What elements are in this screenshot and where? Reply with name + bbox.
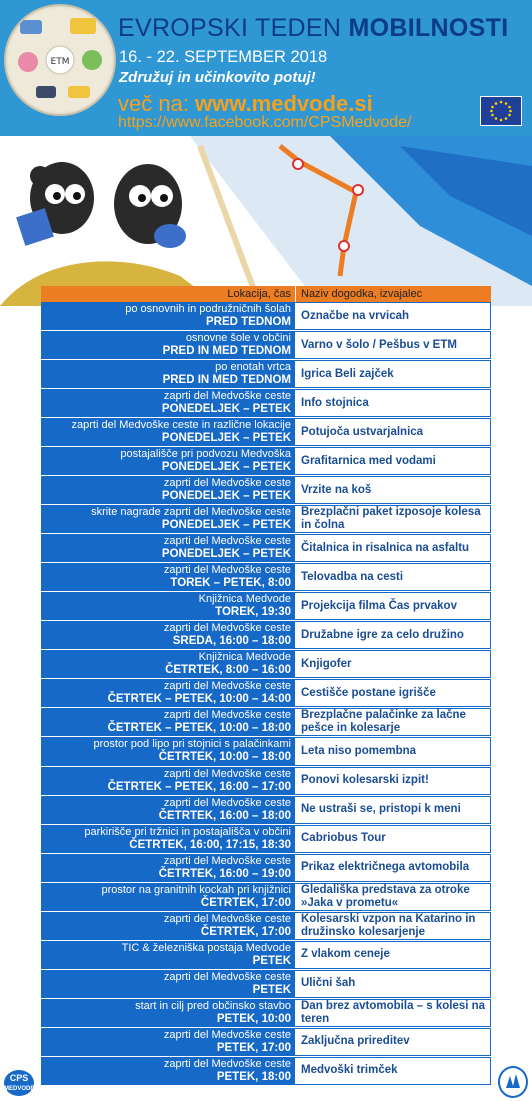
row-place: parkirišče pri tržnici in postajališča v občini xyxy=(84,825,291,838)
row-event-name: Dan brez avtomobila – s kolesi na teren xyxy=(295,999,491,1027)
row-time: TOREK – PETEK, 8:00 xyxy=(170,577,291,590)
row-location-cell xyxy=(41,447,295,475)
row-time: PONEDELJEK – PETEK xyxy=(161,490,291,503)
table-row xyxy=(41,534,491,563)
row-time: PONEDELJEK – PETEK xyxy=(161,519,291,532)
table-row xyxy=(41,447,491,476)
row-time: PONEDELJEK – PETEK xyxy=(161,461,291,474)
row-time: PRED TEDNOM xyxy=(206,316,291,329)
row-place: prostor pod lipo pri stojnici s palačinkami xyxy=(93,738,291,751)
table-row xyxy=(41,679,491,708)
row-event-name: Knjigofer xyxy=(295,650,491,678)
row-event-name: Z vlakom ceneje xyxy=(295,941,491,969)
row-time: PONEDELJEK – PETEK xyxy=(161,403,291,416)
row-location-cell xyxy=(41,970,295,998)
row-place: zaprti del Medvoške ceste in različne lokacije xyxy=(71,419,291,432)
row-place: osnovne šole v občini xyxy=(185,332,291,345)
row-event-name: Telovadba na cesti xyxy=(295,563,491,591)
page-title xyxy=(118,14,508,43)
table-row xyxy=(41,302,491,331)
row-event-name: Info stojnica xyxy=(295,389,491,417)
row-event-name: Družabne igre za celo družino xyxy=(295,621,491,649)
row-location-cell xyxy=(41,505,295,533)
row-event-name: Prikaz električnega avtomobila xyxy=(295,854,491,882)
row-place: zaprti del Medvoške ceste xyxy=(163,477,291,490)
row-time: ČETRTEK, 16:00 – 19:00 xyxy=(158,867,291,880)
row-event-name: Ponovi kolesarski izpit! xyxy=(295,767,491,795)
row-location-cell xyxy=(41,650,295,678)
row-time: PETEK xyxy=(252,983,291,996)
row-location-cell xyxy=(41,854,295,882)
row-event-name: Medvoški trimček xyxy=(295,1057,491,1085)
logo-illustration xyxy=(6,6,114,114)
row-location-cell xyxy=(41,1057,295,1085)
svg-text:ETM: ETM xyxy=(50,57,70,67)
row-location-cell xyxy=(41,621,295,649)
row-event-name: Kolesarski vzpon na Katarino in družinsko kolesarjenje xyxy=(295,912,491,940)
table-row xyxy=(41,970,491,999)
row-location-cell xyxy=(41,302,295,330)
row-time: ČETRTEK, 16:00, 17:15, 18:30 xyxy=(129,838,291,851)
column-header-event: Naziv dogodka, izvajalec xyxy=(295,286,491,302)
table-row xyxy=(41,1057,491,1086)
row-event-name: Brezplačni paket izposoje kolesa in čolna xyxy=(295,505,491,533)
row-location-cell xyxy=(41,1028,295,1056)
row-place: zaprti del Medvoške ceste xyxy=(163,854,291,867)
row-place: zaprti del Medvoške ceste xyxy=(163,796,291,809)
table-row xyxy=(41,592,491,621)
row-location-cell xyxy=(41,360,295,388)
row-event-name: Cabriobus Tour xyxy=(295,825,491,853)
table-row xyxy=(41,505,491,534)
row-time: ČETRTEK – PETEK, 10:00 – 18:00 xyxy=(107,722,291,735)
header-banner xyxy=(0,0,532,136)
row-location-cell xyxy=(41,708,295,736)
map-illustration xyxy=(0,136,532,306)
row-location-cell xyxy=(41,767,295,795)
row-time: ČETRTEK – PETEK, 10:00 – 14:00 xyxy=(107,693,291,706)
row-place: zaprti del Medvoške ceste xyxy=(163,564,291,577)
row-time: ČETRTEK, 17:00 xyxy=(200,896,291,909)
row-event-name: Leta niso pomembna xyxy=(295,737,491,765)
row-location-cell xyxy=(41,679,295,707)
table-row xyxy=(41,883,491,912)
table-header xyxy=(41,286,491,302)
column-header-location: Lokacija, čas xyxy=(227,288,291,300)
row-location-cell xyxy=(41,563,295,591)
partner-logo-icon xyxy=(498,1066,528,1098)
row-place: zaprti del Medvoške ceste xyxy=(163,970,291,983)
row-time: PONEDELJEK – PETEK xyxy=(161,432,291,445)
row-time: PETEK xyxy=(252,954,291,967)
row-event-name: Gledališka predstava za otroke »Jaka v prometu« xyxy=(295,883,491,911)
website-prefix: več na: xyxy=(118,91,196,116)
row-time: ČETRTEK, 8:00 – 16:00 xyxy=(165,664,291,677)
illustration-area xyxy=(0,136,532,306)
row-location-cell xyxy=(41,418,295,446)
row-location-cell xyxy=(41,389,295,417)
row-location-cell xyxy=(41,534,295,562)
schedule-table xyxy=(41,286,491,1086)
row-place: prostor na granitnih kockah pri knjižnici xyxy=(101,883,291,896)
table-row xyxy=(41,912,491,941)
row-event-name: Brezplačne palačinke za lačne pešce in kolesarje xyxy=(295,708,491,736)
row-place: Knjižnica Medvode xyxy=(198,651,291,664)
row-time: PETEK, 17:00 xyxy=(216,1041,291,1054)
title-regular: EVROPSKI TEDEN xyxy=(118,14,349,42)
cps-logo-text: CPS xyxy=(9,1073,29,1083)
row-place: zaprti del Medvoške ceste xyxy=(163,912,291,925)
row-time: ČETRTEK – PETEK, 16:00 – 17:00 xyxy=(107,780,291,793)
table-row xyxy=(41,708,491,737)
row-place: Knjižnica Medvode xyxy=(198,593,291,606)
cps-logo-sub: MEDVODE xyxy=(4,1086,35,1092)
row-time: TOREK, 19:30 xyxy=(215,606,291,619)
row-location-cell xyxy=(41,825,295,853)
row-location-cell xyxy=(41,592,295,620)
row-place: po osnovnih in podružničnih šolah xyxy=(125,303,291,316)
title-bold: MOBILNOSTI xyxy=(348,14,509,42)
row-event-name: Grafitarnica med vodami xyxy=(295,447,491,475)
facebook-link[interactable]: https://www.facebook.com/CPSMedvode/ xyxy=(118,114,412,131)
table-row xyxy=(41,650,491,679)
row-place: zaprti del Medvoške ceste xyxy=(163,1028,291,1041)
row-time: ČETRTEK, 16:00 – 18:00 xyxy=(158,809,291,822)
row-place: zaprti del Medvoške ceste xyxy=(163,680,291,693)
eu-flag-icon xyxy=(480,96,522,126)
row-time: PRED IN MED TEDNOM xyxy=(162,374,291,387)
table-row xyxy=(41,389,491,418)
row-event-name: Ne ustraši se, pristopi k meni xyxy=(295,796,491,824)
table-row xyxy=(41,563,491,592)
row-time: PRED IN MED TEDNOM xyxy=(162,345,291,358)
table-row xyxy=(41,1028,491,1057)
row-location-cell xyxy=(41,912,295,940)
row-event-name: Cestišče postane igrišče xyxy=(295,679,491,707)
table-row xyxy=(41,476,491,505)
row-location-cell xyxy=(41,476,295,504)
row-time: PETEK, 10:00 xyxy=(216,1012,291,1025)
row-time: ČETRTEK, 17:00 xyxy=(200,925,291,938)
row-location-cell xyxy=(41,737,295,765)
row-location-cell xyxy=(41,999,295,1027)
event-dates: 16. - 22. SEPTEMBER 2018 xyxy=(119,48,328,66)
event-logo xyxy=(4,4,116,116)
row-event-name: Varno v šolo / Pešbus v ETM xyxy=(295,331,491,359)
row-place: start in cilj pred občinsko stavbo xyxy=(135,999,291,1012)
row-location-cell xyxy=(41,331,295,359)
row-location-cell xyxy=(41,941,295,969)
table-row xyxy=(41,737,491,766)
table-row xyxy=(41,767,491,796)
row-place: skrite nagrade zaprti del Medvoške ceste xyxy=(91,506,291,519)
row-place: zaprti del Medvoške ceste xyxy=(163,1057,291,1070)
table-row xyxy=(41,825,491,854)
cps-logo xyxy=(4,1070,34,1096)
table-row xyxy=(41,331,491,360)
row-event-name: Ulični šah xyxy=(295,970,491,998)
table-row xyxy=(41,360,491,389)
table-row xyxy=(41,621,491,650)
table-row xyxy=(41,999,491,1028)
row-time: ČETRTEK, 10:00 – 18:00 xyxy=(158,751,291,764)
row-location-cell xyxy=(41,796,295,824)
table-row xyxy=(41,941,491,970)
row-place: zaprti del Medvoške ceste xyxy=(163,535,291,548)
website-link[interactable]: www.medvode.si xyxy=(195,91,373,116)
row-place: po enotah vrtca xyxy=(215,361,291,374)
row-event-name: Označbe na vrvicah xyxy=(295,302,491,330)
row-time: PETEK, 18:00 xyxy=(216,1070,291,1083)
row-event-name: Vrzite na koš xyxy=(295,476,491,504)
row-location-cell xyxy=(41,883,295,911)
table-body xyxy=(41,302,491,1086)
table-row xyxy=(41,796,491,825)
row-event-name: Projekcija filma Čas prvakov xyxy=(295,592,491,620)
row-time: PONEDELJEK – PETEK xyxy=(161,548,291,561)
row-event-name: Čitalnica in risalnica na asfaltu xyxy=(295,534,491,562)
row-place: zaprti del Medvoške ceste xyxy=(163,709,291,722)
table-row xyxy=(41,418,491,447)
table-row xyxy=(41,854,491,883)
row-event-name: Potujoča ustvarjalnica xyxy=(295,418,491,446)
row-place: TIC & železniška postaja Medvode xyxy=(121,941,291,954)
row-place: zaprti del Medvoške ceste xyxy=(163,622,291,635)
row-time: SREDA, 16:00 – 18:00 xyxy=(172,635,291,648)
row-place: zaprti del Medvoške ceste xyxy=(163,390,291,403)
row-event-name: Igrica Beli zajček xyxy=(295,360,491,388)
row-place: postajališče pri podvozu Medvoška xyxy=(120,448,291,461)
row-event-name: Zaključna prireditev xyxy=(295,1028,491,1056)
row-place: zaprti del Medvoške ceste xyxy=(163,767,291,780)
slogan: Združuj in učinkovito potuj! xyxy=(119,69,316,86)
